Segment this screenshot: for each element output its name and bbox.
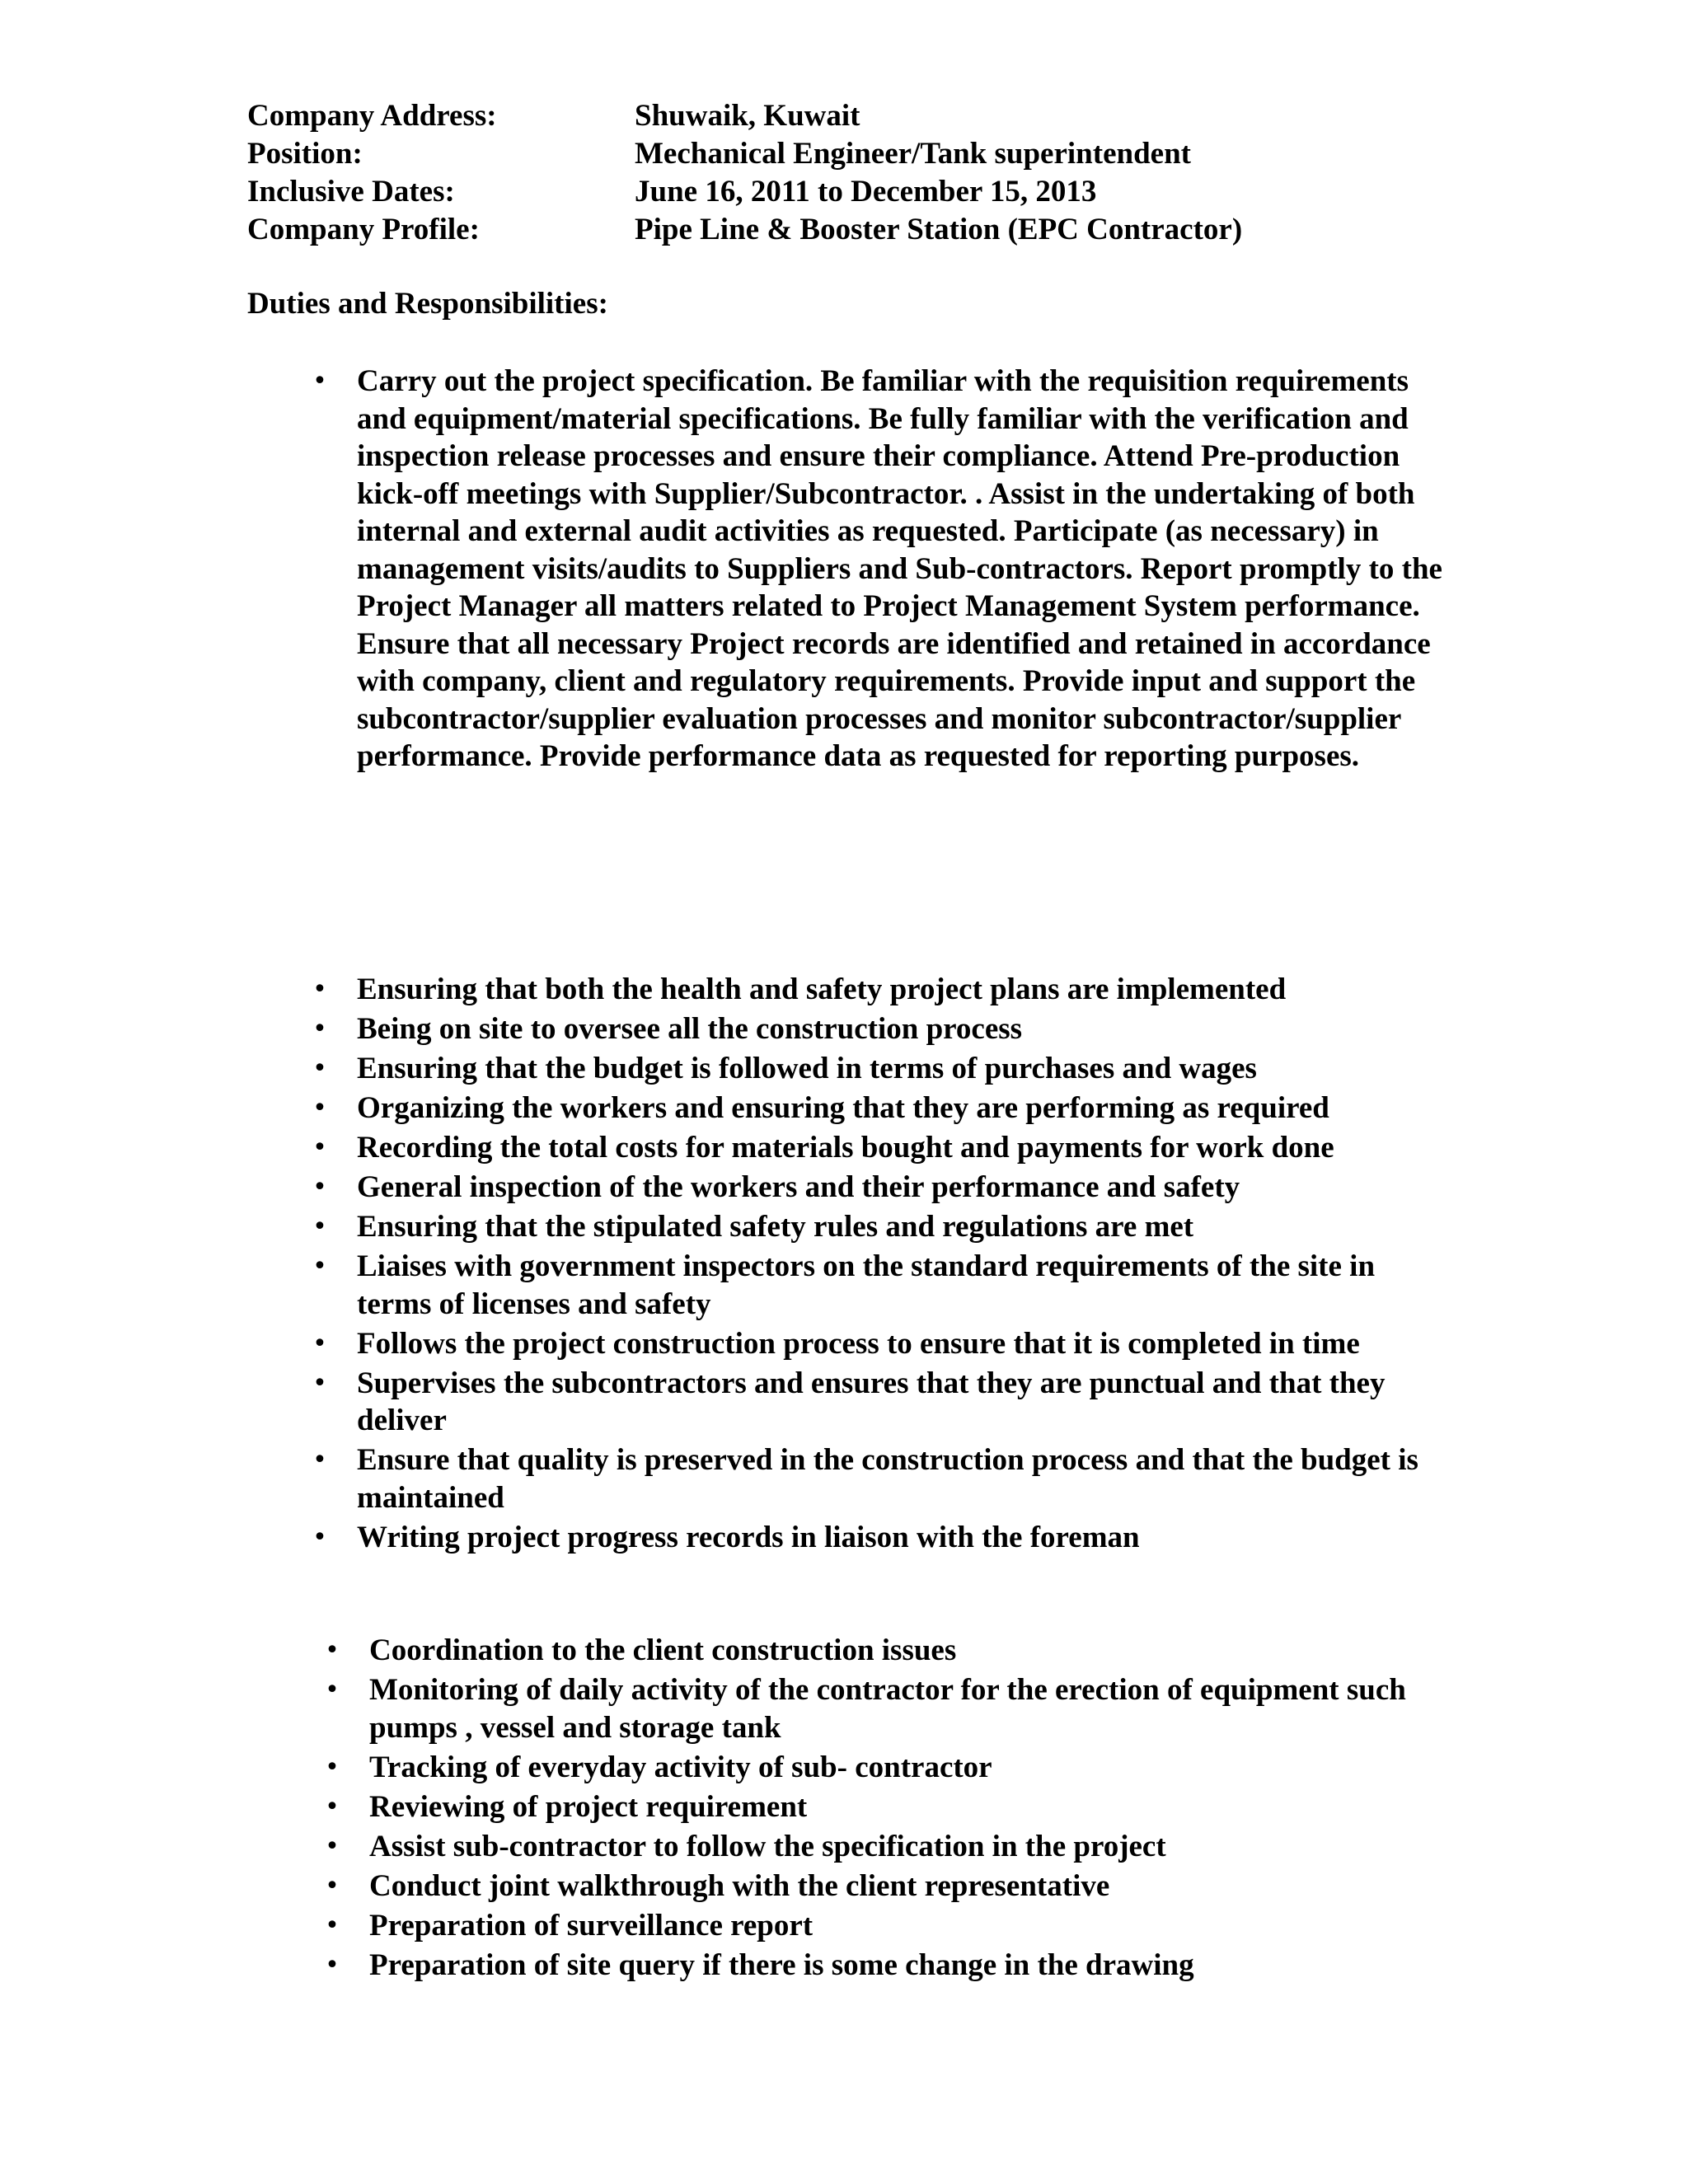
list-item-text: Writing project progress records in liaison with the foreman [357, 1520, 1140, 1554]
list-item [312, 1325, 1453, 1363]
bullet-icon: • [325, 1910, 340, 1940]
list-item-text: Liaises with government inspectors on the standard requirements of the site in terms of licenses and safety [357, 1249, 1376, 1321]
list-item-text: Monitoring of daily activity of the contractor for the erection of equipment such pumps , vessel and storage tank [369, 1673, 1406, 1745]
list-item-text: Ensuring that the stipulated safety rules and regulations are met [357, 1210, 1194, 1244]
list-item [325, 1868, 1465, 1905]
bullet-icon: • [325, 1831, 340, 1861]
bullet-icon: • [325, 1752, 340, 1782]
list-item-text: Conduct joint walkthrough with the client representative [369, 1868, 1110, 1903]
list-item [325, 1749, 1465, 1787]
list-item [312, 1441, 1453, 1516]
list-item-text: General inspection of the workers and their performance and safety [357, 1170, 1240, 1204]
employment-details [247, 97, 1484, 249]
company-address-value: Shuwaik, Kuwait [635, 99, 860, 133]
company-address-label: Company Address: [247, 99, 497, 133]
bullet-icon: • [312, 1133, 327, 1162]
list-item-text: Organizing the workers and ensuring that they are performing as required [357, 1091, 1329, 1125]
list-item-text: Tracking of everyday activity of sub- contractor [369, 1750, 992, 1784]
bullet-icon: • [312, 1522, 327, 1552]
list-item [312, 971, 1453, 1009]
bullet-icon: • [325, 1675, 340, 1704]
list-item [325, 1788, 1465, 1826]
bullet-icon: • [312, 975, 327, 1004]
bullet-icon: • [325, 1950, 340, 1980]
list-item [312, 1248, 1453, 1323]
bullet-icon: • [312, 1173, 327, 1202]
list-item [312, 1090, 1453, 1127]
list-item [325, 1907, 1465, 1945]
duties-paragraph-list [312, 363, 1453, 776]
supervision-duties-list [325, 1632, 1465, 1986]
bullet-icon: • [325, 1792, 340, 1821]
inclusive-dates-row [247, 173, 1484, 211]
list-item-text: Preparation of surveillance report [369, 1908, 814, 1943]
bullet-icon: • [312, 1054, 327, 1083]
list-item [312, 1129, 1453, 1167]
position-label: Position: [247, 137, 363, 171]
list-item-text: Assist sub-contractor to follow the specification in the project [369, 1829, 1166, 1863]
bullet-icon: • [312, 1212, 327, 1241]
list-item [312, 363, 1453, 776]
position-value: Mechanical Engineer/Tank superintendent [635, 137, 1191, 171]
list-item-text: Supervises the subcontractors and ensures that they are punctual and that they deliver [357, 1366, 1386, 1437]
company-address-row [247, 97, 1484, 135]
bullet-icon: • [325, 1871, 340, 1900]
list-item-text: Reviewing of project requirement [369, 1789, 808, 1824]
list-item [312, 1208, 1453, 1246]
inclusive-dates-label: Inclusive Dates: [247, 175, 455, 209]
list-item-text: Ensure that quality is preserved in the construction process and that the budget is maintained [357, 1443, 1418, 1515]
list-item [325, 1671, 1465, 1746]
bullet-icon: • [312, 367, 327, 396]
list-item-text: Ensuring that both the health and safety project plans are implemented [357, 972, 1287, 1006]
company-profile-label: Company Profile: [247, 213, 480, 246]
list-item [312, 1169, 1453, 1207]
list-item-text: Recording the total costs for materials bought and payments for work done [357, 1131, 1334, 1165]
duties-heading: Duties and Responsibilities: [247, 287, 608, 321]
bullet-icon: • [312, 1252, 327, 1281]
list-item-text: Carry out the project specification. Be familiar with the requisition requirements and equipment/material specifications. Be fully familiar with the verification and inspection release processes and ensure their compliance. Attend Pre-production kick-off meetings with Supplier/Subcontractor. . Assist in the undertaking of both internal and external audit activities as requested. Participate (as necessary) in management visits/audits to Suppliers and Sub-contractors. Report promptly to the Project Manager all matters related to Project Management System performance. Ensure that all necessary Project records are identified and retained in accordance with company, client and regulatory requirements. Provide input and support the subcontractor/supplier evaluation processes and monitor subcontractor/supplier performance. Provide performance data as requested for reporting purposes. [357, 364, 1442, 773]
company-profile-row [247, 211, 1484, 249]
list-item [312, 1365, 1453, 1440]
list-item [325, 1632, 1465, 1670]
bullet-icon: • [312, 1329, 327, 1358]
list-item-text: Preparation of site query if there is some change in the drawing [369, 1947, 1194, 1982]
company-profile-value: Pipe Line & Booster Station (EPC Contractor) [635, 213, 1243, 246]
bullet-icon: • [325, 1636, 340, 1665]
list-item-text: Being on site to oversee all the construction process [357, 1012, 1023, 1046]
list-item [325, 1828, 1465, 1866]
inclusive-dates-value: June 16, 2011 to December 15, 2013 [635, 175, 1097, 209]
bullet-icon: • [312, 1094, 327, 1122]
construction-duties-list [312, 971, 1453, 1558]
list-item [325, 1947, 1465, 1985]
list-item [312, 1519, 1453, 1557]
position-row [247, 135, 1484, 173]
bullet-icon: • [312, 1368, 327, 1398]
list-item-text: Ensuring that the budget is followed in terms of purchases and wages [357, 1052, 1257, 1085]
list-item-text: Coordination to the client construction issues [369, 1633, 957, 1667]
list-item-text: Follows the project construction process to ensure that it is completed in time [357, 1326, 1360, 1361]
bullet-icon: • [312, 1015, 327, 1043]
list-item [312, 1050, 1453, 1088]
bullet-icon: • [312, 1446, 327, 1474]
list-item [312, 1010, 1453, 1048]
